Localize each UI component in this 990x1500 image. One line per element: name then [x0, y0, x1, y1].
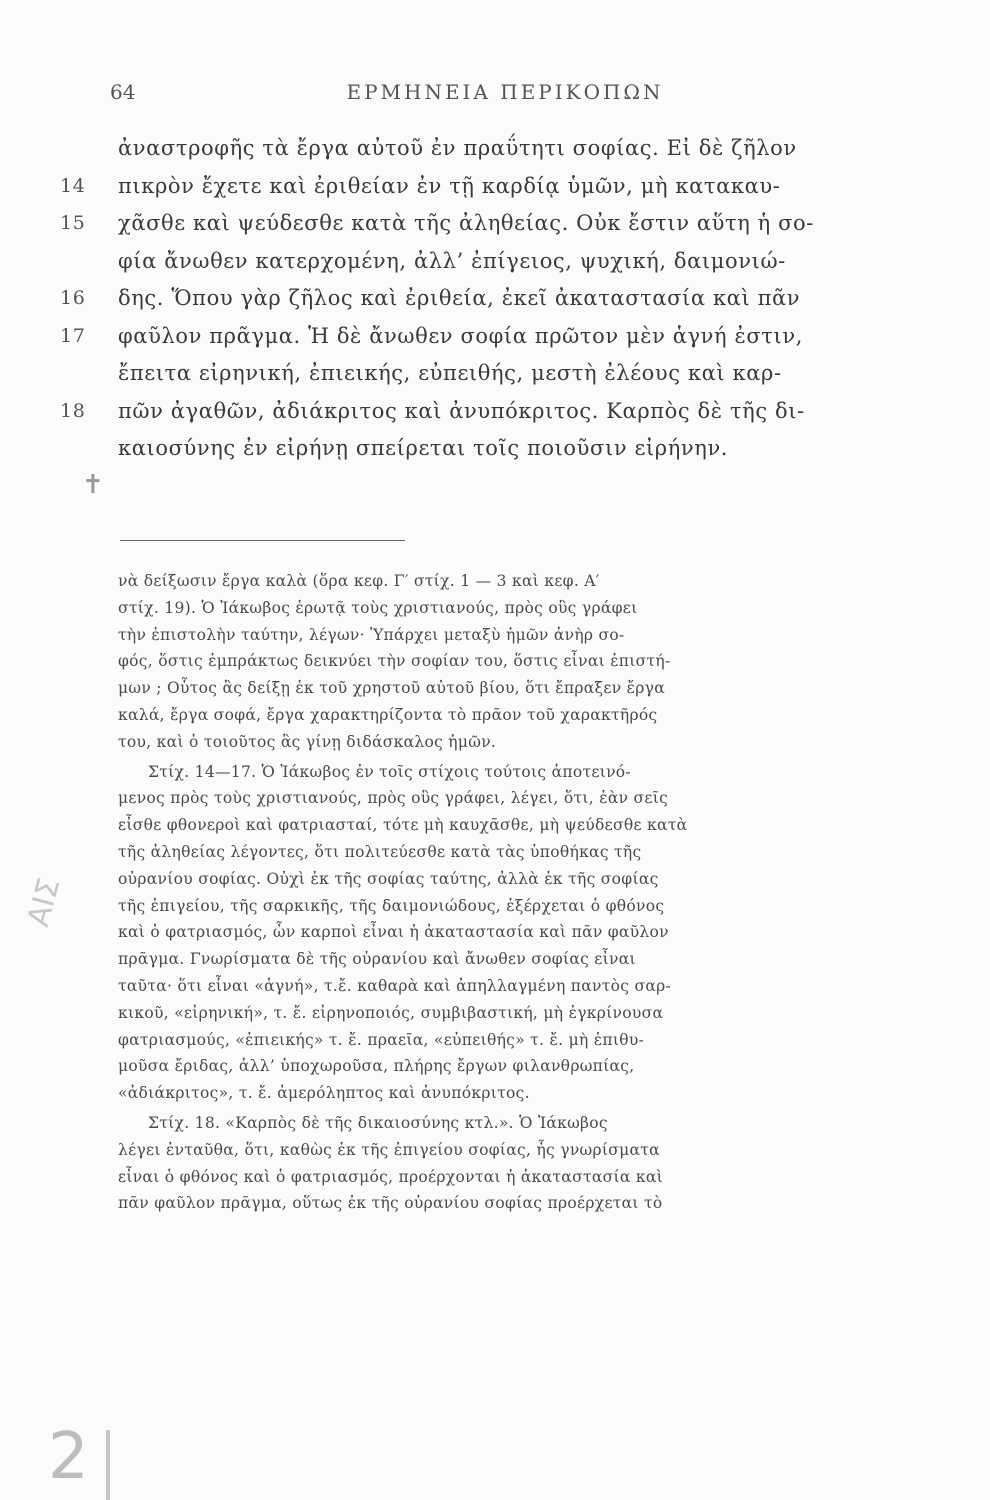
- commentary-notes: [118, 568, 878, 1217]
- margin-pencil-digit: 2: [48, 1420, 89, 1494]
- note-line: καλά, ἔργα σοφά, ἔργα χαρακτηρίζοντα τὸ πρᾶον τοῦ χαρακτῆρός: [118, 705, 658, 724]
- verse-number: 16: [60, 287, 86, 309]
- note-line: μενος πρὸς τοὺς χριστιανούς, πρὸς οὓς γράφει, λέγει, ὅτι, ἐὰν σεῖς: [118, 789, 669, 808]
- note-line: τὴν ἐπιστολὴν ταύτην, λέγων· Ὑπάρχει μεταξὺ ἡμῶν ἀνὴρ σο-: [118, 625, 625, 644]
- line-text: δης. Ὅπου γὰρ ζῆλος καὶ ἐριθεία, ἐκεῖ ἀκαταστασία καὶ πᾶν: [118, 286, 801, 310]
- line-text: ἔπειτα εἰρηνική, ἐπιεικής, εὐπειθής, μεστὴ ἐλέους καὶ καρ-: [118, 361, 782, 385]
- text-line: [60, 430, 910, 468]
- note-line: λέγει ἐνταῦθα, ὅτι, καθὼς ἐκ τῆς ἐπιγείου σοφίας, ἧς γνωρίσματα: [118, 1140, 660, 1159]
- footnote-separator: [120, 540, 405, 541]
- note-line: στίχ. 19). Ὁ Ἰάκωβος ἐρωτᾷ τοὺς χριστιανούς, πρὸς οὓς γράφει: [118, 598, 638, 617]
- text-line: [60, 318, 910, 356]
- text-line: [60, 243, 910, 281]
- line-text: ἀναστροφῆς τὰ ἔργα αὐτοῦ ἐν πραΰτητι σοφίας. Εἰ δὲ ζῆλον: [118, 136, 797, 160]
- note-line: μων ; Οὗτος ἂς δείξῃ ἐκ τοῦ χρηστοῦ αὐτοῦ βίου, ὅτι ἔπραξεν ἔργα: [118, 679, 666, 698]
- line-text: φία ἄνωθεν κατερχομένη, ἀλλ’ ἐπίγειος, ψυχική, δαιμονιώ-: [118, 248, 786, 273]
- line-text: καιοσύνης ἐν εἰρήνῃ σπείρεται τοῖς ποιοῦσιν εἰρήνην.: [118, 436, 729, 460]
- note-line: κικοῦ, «εἰρηνική», τ. ἔ. εἰρηνοποιός, συμβιβαστική, μὴ ἐγκρίνουσα: [118, 1003, 664, 1022]
- note-line: ταῦτα· ὅτι εἶναι «ἁγνή», τ.ἔ. καθαρὰ καὶ ἀπηλλαγμένη παντὸς σαρ-: [118, 976, 672, 995]
- note-line: πρᾶγμα. Γνωρίσματα δὲ τῆς οὐρανίου καὶ ἄνωθεν σοφίας εἶναι: [118, 950, 636, 969]
- note-line: φός, ὅστις ἐμπράκτως δεικνύει τὴν σοφίαν του, ὅστις εἶναι ἐπιστή-: [118, 652, 671, 671]
- verse-number: 17: [60, 324, 86, 347]
- note-line: «ἀδιάκριτος», τ. ἔ. ἀμερόληπτος καὶ ἀνυπόκριτος.: [118, 1084, 530, 1103]
- text-line: [60, 205, 910, 243]
- text-line: [60, 130, 910, 168]
- verse-number: 15: [60, 212, 86, 234]
- main-text: [60, 130, 910, 468]
- note-line: μοῦσα ἔριδας, ἀλλ’ ὑποχωροῦσα, πλήρης ἔργων φιλανθρωπίας,: [118, 1057, 635, 1076]
- verse-number: 14: [60, 174, 86, 197]
- note-line: τῆς ἀληθείας λέγοντες, ὅτι πολιτεύεσθε κατὰ τὰς ὑποθήκας τῆς: [118, 842, 642, 861]
- margin-pencil-bracket: [106, 1430, 110, 1500]
- note-line: εἶσθε φθονεροὶ καὶ φατριασταί, τότε μὴ καυχᾶσθε, μὴ ψεύδεσθε κατὰ: [118, 816, 688, 835]
- note-line: εἶναι ὁ φθόνος καὶ ὁ φατριασμός, προέρχονται ἡ ἀκαταστασία καὶ: [118, 1167, 663, 1186]
- note-line: φατριασμούς, «ἐπιεικής» τ. ἔ. πραεῖα, «εὐπειθής» τ. ἔ. μὴ ἐπιθυ-: [118, 1030, 645, 1049]
- verse-number: 18: [60, 399, 86, 422]
- text-line: [60, 280, 910, 318]
- text-line: [60, 393, 910, 431]
- line-text: χᾶσθε καὶ ψεύδεσθε κατὰ τῆς ἀληθείας. Οὐκ ἔστιν αὕτη ἡ σο-: [118, 211, 814, 235]
- note-line: Στίχ. 18. «Καρπὸς δὲ τῆς δικαιοσύνης κτλ.». Ὁ Ἰάκωβος: [148, 1113, 608, 1132]
- margin-cross-mark: ✝: [82, 470, 104, 500]
- note-line: οὐρανίου σοφίας. Οὐχὶ ἐκ τῆς σοφίας ταύτης, ἀλλὰ ἐκ τῆς σοφίας: [118, 869, 659, 888]
- note-line: καὶ ὁ φατριασμός, ὧν καρποὶ εἶναι ἡ ἀκαταστασία καὶ πᾶν φαῦλον: [118, 923, 669, 942]
- margin-faint-annotation: ΑΙΣ: [21, 874, 68, 931]
- note-line: τῆς ἐπιγείου, τῆς σαρκικῆς, τῆς δαιμονιώδους, ἐξέρχεται ὁ φθόνος: [118, 896, 665, 915]
- text-line: [60, 355, 910, 393]
- line-text: πῶν ἀγαθῶν, ἀδιάκριτος καὶ ἀνυπόκριτος. Καρπὸς δὲ τῆς δι-: [118, 398, 805, 423]
- line-text: φαῦλον πρᾶγμα. Ἡ δὲ ἄνωθεν σοφία πρῶτον μὲν ἁγνή ἐστιν,: [118, 323, 803, 348]
- note-line: πᾶν φαῦλον πρᾶγμα, οὕτως ἐκ τῆς οὐρανίου σοφίας προέρχεται τὸ: [118, 1194, 663, 1213]
- note-line: Στίχ. 14—17. Ὁ Ἰάκωβος ἐν τοῖς στίχοις τούτοις ἀποτεινό-: [148, 762, 631, 781]
- running-title: ΕΡΜΗΝΕΙΑ ΠΕΡΙΚΟΠΩΝ: [346, 80, 664, 104]
- note-line: του, καὶ ὁ τοιοῦτος ἂς γίνῃ διδάσκαλος ἡμῶν.: [118, 732, 497, 751]
- text-line: [60, 168, 910, 206]
- line-text: πικρὸν ἔχετε καὶ ἐριθείαν ἐν τῇ καρδίᾳ ὑμῶν, μὴ κατακαυ-: [118, 173, 781, 198]
- page-header: [110, 80, 900, 120]
- page-number: 64: [110, 80, 136, 104]
- note-line: νὰ δείξωσιν ἔργα καλὰ (ὅρα κεφ. Γ′ στίχ. 1 — 3 καὶ κεφ. Α′: [118, 572, 600, 590]
